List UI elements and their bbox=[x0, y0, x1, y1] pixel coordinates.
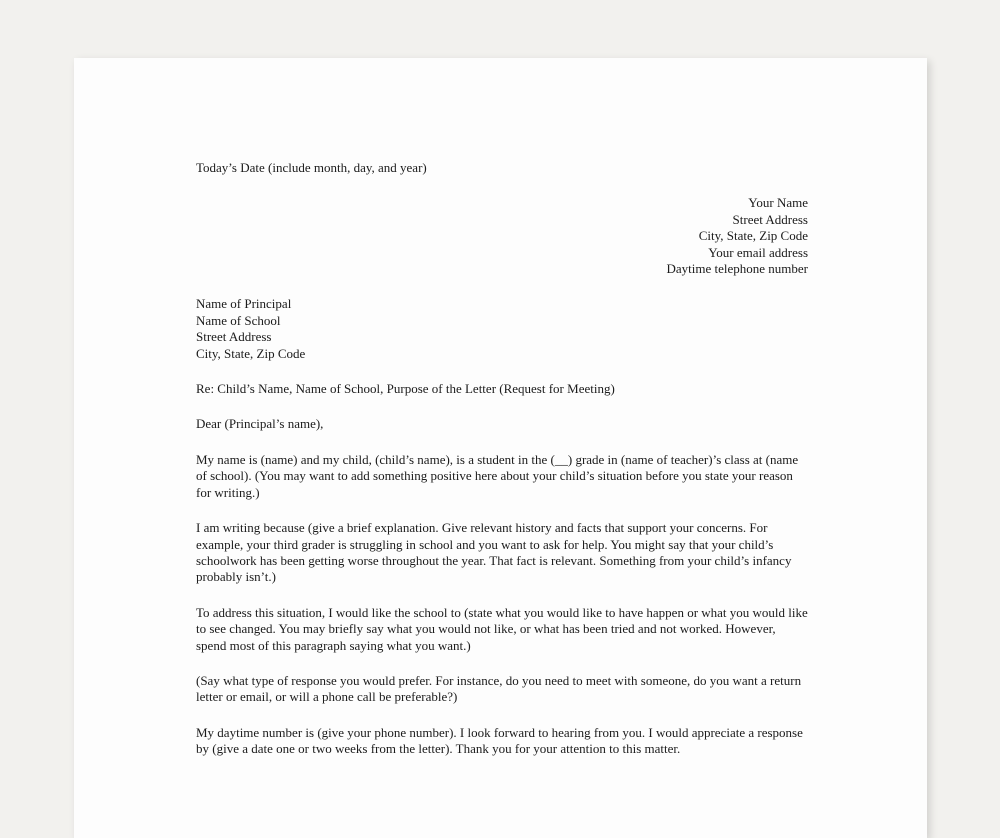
subject-line: Re: Child’s Name, Name of School, Purpose of the Letter (Request for Meeting) bbox=[196, 381, 615, 397]
recipient-address-line: Street Address bbox=[196, 329, 272, 345]
body-paragraph: To address this situation, I would like the school to (state what you would like to have happen or what you would like to see changed. You may briefly say what you would not like, or what has been tried and not worked. However, spend most of this paragraph saying what you want.) bbox=[196, 604, 808, 653]
recipient-address-line: Name of School bbox=[196, 312, 281, 328]
letter-page bbox=[74, 58, 927, 838]
sender-address-line: Daytime telephone number bbox=[666, 261, 808, 277]
sender-address-line: City, State, Zip Code bbox=[698, 228, 808, 244]
letter-content bbox=[196, 160, 808, 777]
recipient-address-line: Name of Principal bbox=[196, 296, 292, 312]
letter-body bbox=[196, 452, 808, 758]
body-paragraph: My daytime number is (give your phone number). I look forward to hearing from you. I would appreciate a response by (give a date one or two weeks from the letter). Thank you for your attention to this matter. bbox=[196, 724, 803, 757]
sender-address-line: Your email address bbox=[708, 244, 808, 260]
body-paragraph: My name is (name) and my child, (child’s name), is a student in the (__) grade in (name of teacher)’s class at (name of school). (You may want to add something positive here about your child’s situation before you state your reason for writing.) bbox=[196, 451, 799, 500]
date-line: Today’s Date (include month, day, and year) bbox=[196, 160, 427, 175]
sender-address-line: Street Address bbox=[732, 211, 808, 227]
sender-address-line: Your Name bbox=[748, 195, 808, 211]
body-paragraph: I am writing because (give a brief explanation. Give relevant history and facts that support your concerns. For example, your third grader is struggling in school and you want to ask for help. You might say that your child’s schoolwork has been getting worse throughout the year. That fact is relevant. Something from your child’s infancy probably isn’t.) bbox=[196, 520, 792, 585]
recipient-address-line: City, State, Zip Code bbox=[196, 345, 306, 361]
body-paragraph: (Say what type of response you would prefer. For instance, do you need to meet with someone, do you want a return letter or email, or will a phone call be preferable?) bbox=[196, 672, 802, 705]
salutation: Dear (Principal’s name), bbox=[196, 416, 324, 432]
sender-address-block bbox=[196, 195, 808, 277]
recipient-address-block bbox=[196, 296, 808, 362]
